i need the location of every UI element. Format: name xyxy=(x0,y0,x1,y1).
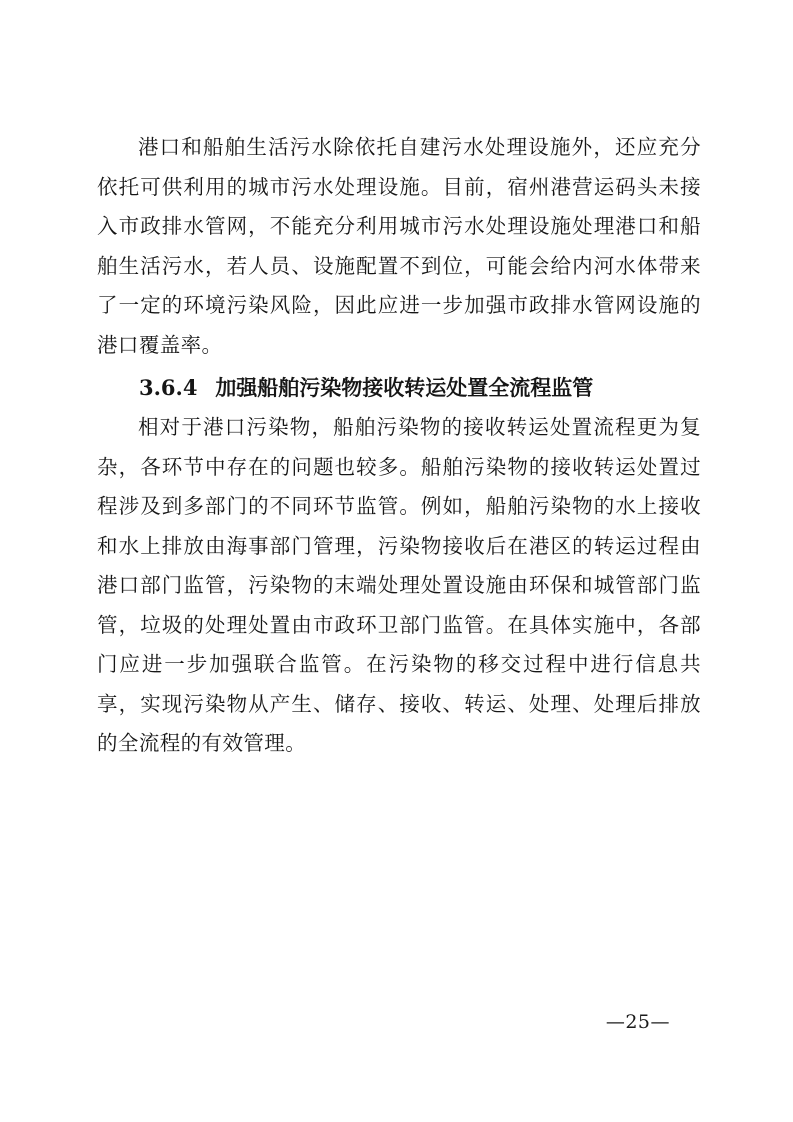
text-line: 舶生活污水，若人员、设施配置不到位，可能会给内河水体带来 xyxy=(97,253,701,278)
paragraph-port-sewage xyxy=(97,128,701,365)
text-line: 依托可供利用的城市污水处理设施。目前，宿州港营运码头未接 xyxy=(97,174,701,199)
text-line: 管，垃圾的处理处置由市政环卫部门监管。在具体实施中，各部 xyxy=(97,612,701,637)
page-number: —25— xyxy=(605,1011,670,1033)
text-line: 港口部门监管，污染物的末端处理处置设施由环保和城管部门监 xyxy=(97,573,701,597)
text-block xyxy=(97,128,701,764)
text-line: 和水上排放由海事部门管理，污染物接收后在港区的转运过程由 xyxy=(97,533,701,558)
section-title: 加强船舶污染物接收转运处置全流程监管 xyxy=(215,375,594,400)
text-line: 了一定的环境污染风险，因此应进一步加强市政排水管网设施的 xyxy=(97,293,701,317)
text-line: 享，实现污染物从产生、储存、接收、转运、处理、处理后排放 xyxy=(97,691,701,716)
text-line: 港口和船舶生活污水除依托自建污水处理设施外，还应充分 xyxy=(138,135,701,159)
text-line: 港口覆盖率。 xyxy=(97,332,223,357)
text-line: 的全流程的有效管理。 xyxy=(97,731,307,755)
section-heading xyxy=(97,368,701,408)
section-number: 3.6.4 xyxy=(139,375,198,400)
paragraph-ship-pollutant-supervision xyxy=(97,408,701,764)
text-line: 相对于港口污染物，船舶污染物的接收转运处置流程更为复 xyxy=(138,415,701,439)
text-line: 程涉及到多部门的不同环节监管。例如，船舶污染物的水上接收 xyxy=(97,494,701,518)
text-line: 入市政排水管网，不能充分利用城市污水处理设施处理港口和船 xyxy=(97,214,701,238)
text-line: 杂，各环节中存在的问题也较多。船舶污染物的接收转运处置过 xyxy=(97,454,701,479)
text-line: 门应进一步加强联合监管。在污染物的移交过程中进行信息共 xyxy=(97,652,701,676)
